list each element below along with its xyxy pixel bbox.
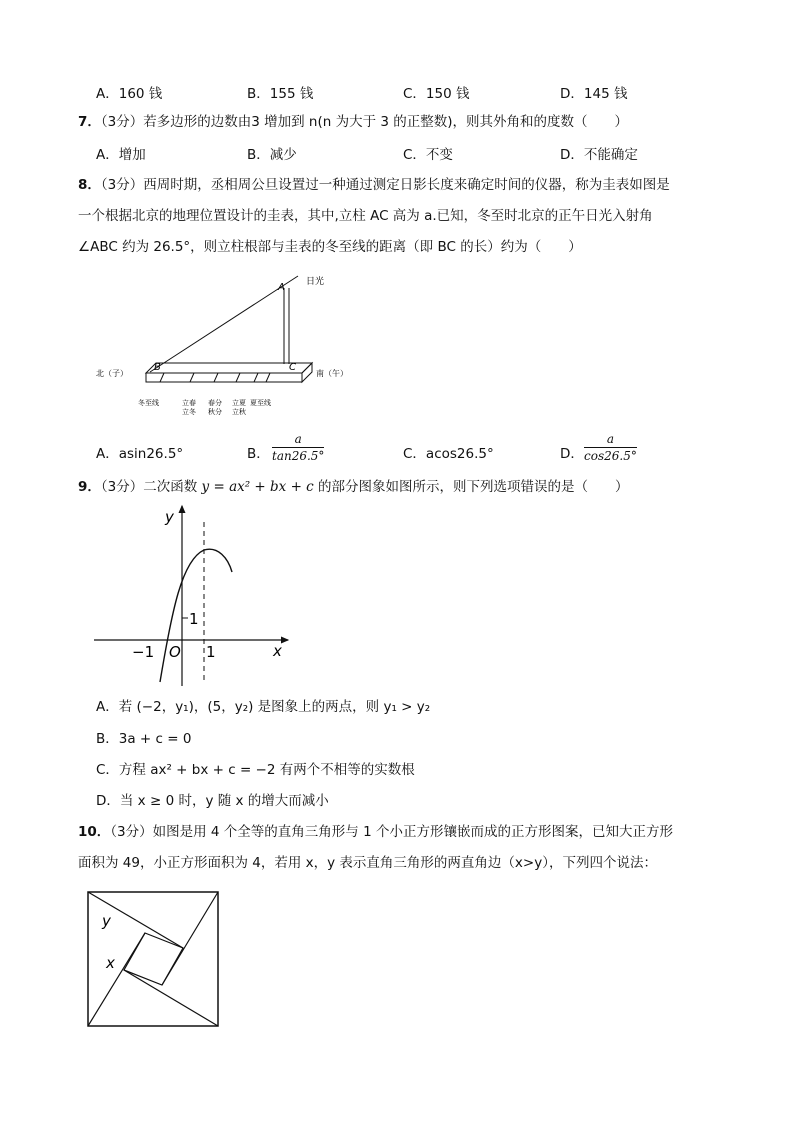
label-y: y — [102, 912, 111, 930]
label-origin: O — [169, 643, 181, 661]
q8-text-line2: 一个根据北京的地理位置设计的圭表，其中,立柱 AC 高为 a.已知，冬至时北京的正午日光入射角 — [78, 208, 653, 224]
tick-chunfen — [214, 373, 218, 382]
label-liqiu: 立秋 — [232, 408, 246, 416]
tick-lixia — [236, 373, 240, 382]
label-lidong: 立冬 — [182, 408, 196, 416]
q8-option-b-numerator: a — [294, 432, 302, 446]
label-dongzhi: 冬至线 — [138, 399, 159, 407]
q7-number: 7． — [78, 114, 101, 130]
q7-option-a: A．增加 — [96, 147, 146, 163]
q9-formula: y = ax² + bx + c — [201, 479, 314, 495]
label-north: 北（子） — [96, 369, 128, 378]
q8-option-d-numerator: a — [606, 432, 614, 446]
q8-text-line3: ∠ABC 约为 26.5°，则立柱根部与圭表的冬至线的距离（即 BC 的长）约为（ ） — [78, 239, 582, 255]
label-x: x — [106, 954, 115, 972]
q10-square-figure — [84, 888, 224, 1033]
q7-option-b: B．减少 — [247, 147, 297, 163]
q7-option-c: C．不变 — [403, 147, 453, 163]
label-lixia: 立夏 — [232, 399, 246, 407]
q8-guibiao-figure — [90, 270, 350, 420]
q9-option-a: A．若 (−2，y₁)，(5，y₂) 是图象上的两点，则 y₁ > y₂ — [96, 699, 431, 715]
tick-dongzhi — [160, 373, 164, 382]
q10-stem-line1 — [78, 821, 673, 843]
q8-option-c: C．acos26.5° — [403, 446, 494, 462]
label-qiufen: 秋分 — [208, 408, 222, 416]
q7-stem — [78, 111, 628, 133]
q9-number: 9． — [78, 479, 101, 495]
q8-option-d-denominator: cos26.5° — [584, 449, 637, 463]
q8-number: 8． — [78, 177, 101, 193]
q8-stem-line1 — [78, 174, 670, 196]
q6-option-c: C．150 钱 — [403, 86, 470, 102]
label-x: x — [273, 642, 282, 660]
base-side-face — [302, 363, 312, 382]
label-B: B — [154, 362, 161, 373]
q10-text-line2: 面积为 49，小正方形面积为 4，若用 x，y 表示直角三角形的两直角边（x>y），下列四个说法： — [78, 855, 657, 871]
inner-square — [124, 933, 183, 985]
q9-option-d: D．当 x ≥ 0 时，y 随 x 的增大而减小 — [96, 793, 329, 809]
q9-stem — [78, 476, 629, 498]
q9-option-b: B．3a + c = 0 — [96, 731, 192, 747]
tick-extra — [266, 373, 270, 382]
q9-option-c: C．方程 ax² + bx + c = −2 有两个不相等的实数根 — [96, 762, 415, 778]
label-south: 南（午） — [316, 369, 348, 378]
q9-text-b: 的部分图象如图所示，则下列选项错误的是（ ） — [313, 479, 629, 495]
q8-text-line1: （3分）西周时期，丞相周公旦设置过一种通过测定日影长度来确定时间的仪器，称为圭表如图是 — [100, 177, 670, 193]
label-A: A — [278, 282, 285, 293]
label-y1: 1 — [189, 610, 199, 628]
q10-number: 10． — [78, 824, 111, 840]
q9-parabola-graph — [90, 500, 300, 690]
base-top-face — [146, 363, 312, 373]
q6-option-a: A．160 钱 — [96, 86, 163, 102]
label-xiazhi: 夏至线 — [250, 399, 271, 407]
label-sun: 日光 — [306, 277, 325, 287]
q7-option-d: D．不能确定 — [560, 147, 638, 163]
q8-option-d-fraction — [584, 432, 637, 463]
q8-option-b-denominator: tan26.5° — [272, 449, 325, 463]
q7-text: （3分）若多边形的边数由3 增加到 n(n 为大于 3 的正整数)，则其外角和的度数（ ） — [100, 114, 629, 130]
tick-xiazhi — [254, 373, 258, 382]
q8-option-d-prefix: D． — [560, 446, 584, 462]
label-neg1: −1 — [132, 643, 155, 661]
triangle-line-3 — [124, 970, 218, 1026]
q8-option-b-fraction — [272, 432, 324, 463]
q8-option-a: A．asin26.5° — [96, 446, 184, 462]
q10-text-line1: （3分）如图是用 4 个全等的直角三角形与 1 个小正方形镶嵌而成的正方形图案，已知大正方形 — [110, 824, 673, 840]
label-chunfen: 春分 — [208, 399, 222, 407]
q6-option-d: D．145 钱 — [560, 86, 628, 102]
q9-text-a: （3分）二次函数 — [100, 479, 202, 495]
label-lichun: 立春 — [182, 399, 196, 407]
label-y: y — [165, 508, 174, 526]
tick-lichun — [190, 373, 194, 382]
q8-option-b-prefix: B． — [247, 446, 270, 462]
base-front-face — [146, 373, 302, 382]
label-x1: 1 — [206, 643, 216, 661]
q6-option-b: B．155 钱 — [247, 86, 314, 102]
label-C: C — [289, 362, 296, 373]
sun-ray-line — [150, 276, 298, 372]
